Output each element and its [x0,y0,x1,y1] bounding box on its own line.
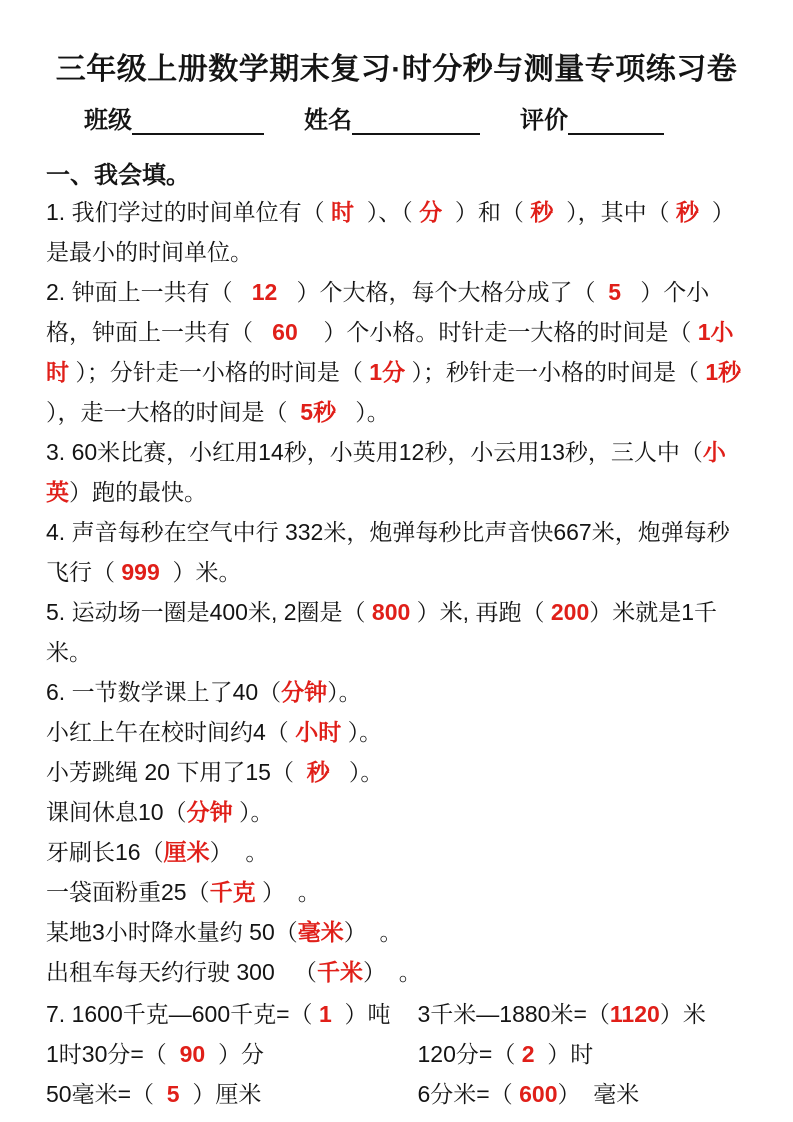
question-paragraph-q6b [46,712,747,752]
question-text: ）分 [205,1041,264,1067]
question-7-left-column [46,994,418,1114]
answer-text: 厘米 [163,839,210,865]
class-field-blank [132,107,264,135]
answer-text: 分 [419,199,443,225]
question-text: 6. 一节数学课上了40（ [46,679,282,705]
question-paragraph-q6g [46,912,747,952]
name-field-label: 姓名 [304,107,352,134]
answer-text: 600 [519,1081,558,1107]
question-text: ）个小格。时针走一大格的时间是（ [297,319,698,345]
question-text: ）米, 再跑（ [410,599,551,625]
question-text: ） 。 [255,879,321,905]
question-text: ）；秒针走一小格的时间是（ [405,359,706,385]
answer-text: 1120 [609,1001,660,1027]
question-text: ）个小格，钟面上一共有（ [46,279,710,345]
question-text: ）米。 [159,559,242,585]
class-field-label: 班级 [84,107,132,134]
question-paragraph-q2 [46,272,747,432]
question-7-right-column [418,994,747,1114]
question-text: ）。 [336,399,390,425]
question-text: ），其中（ [553,199,676,225]
answer-text: 小时 [295,719,342,745]
question-text: ）和（ [442,199,531,225]
question-text: ）。 [232,799,274,825]
answer-text: 千克 [209,879,256,905]
answer-text: 999 [121,559,160,585]
question-text: 一袋面粉重25（ [46,879,210,905]
question-text: ） 毫米 [557,1081,640,1107]
question-text: ）米就是1千米。 [46,599,718,665]
question-paragraph-q4 [46,512,747,592]
question-paragraph-q3 [46,432,747,512]
question-text: ）个大格，每个大格分成了（ [277,279,609,305]
question-paragraph-q6e [46,832,747,872]
answer-text: 1 [318,1001,332,1027]
question-paragraph-q7l1 [46,994,418,1034]
question-paragraph-q7r1 [418,994,747,1034]
question-text: 出租车每天约行驶 300 （ [46,959,317,985]
answer-text: 毫米 [297,919,344,945]
answer-text: 分钟 [186,799,233,825]
section-heading: 一、我会填。 [46,162,190,189]
question-text: 50毫米=（ [46,1081,167,1107]
answer-text: 200 [550,599,590,625]
answer-text: 5 [608,279,622,305]
question-paragraph-q6f [46,872,747,912]
question-text: 6分米=（ [417,1081,520,1107]
answer-text: 秒 [530,199,554,225]
grade-field [520,100,664,135]
answer-text: 1秒 [705,359,742,385]
name-field [304,100,480,135]
question-paragraph-q6d [46,792,747,832]
question-text: 1. 我们学过的时间单位有（ [46,199,331,225]
question-paragraph-q7r3 [418,1074,747,1114]
page-title: 三年级上册数学期末复习·时分秒与测量专项练习卷 [55,53,738,86]
answer-text: 分钟 [281,679,328,705]
question-text: 7. 1600千克—600千克=（ [46,1001,319,1027]
question-text: 4. 声音每秒在空气中行 332米，炮弹每秒比声音快667米，炮弹每秒飞行（ [46,519,730,585]
question-paragraph-q5 [46,592,747,672]
answer-text: 90 [179,1041,206,1067]
question-7-grid [46,994,747,1114]
grade-field-label: 评价 [520,107,568,134]
question-text: 120分=（ [417,1041,522,1067]
question-text: ） 。 [343,919,403,945]
answer-text: 1小时 [46,319,734,385]
question-text: ）吨 [331,1001,391,1027]
header-fields [46,100,747,135]
question-text: ）。 [329,759,384,785]
question-paragraph-q6c [46,752,747,792]
question-text: 小红上午在校时间约4（ [46,719,296,745]
question-text: ）米 [659,1001,706,1027]
question-text: 3千米—1880米=（ [417,1001,610,1027]
question-text: ）时 [534,1041,594,1067]
question-paragraph-q7l2 [46,1034,418,1074]
answer-text: 2 [521,1041,535,1067]
answer-text: 12 [251,279,278,305]
question-text: ）跑的最快。 [69,479,207,505]
question-paragraph-q6a [46,672,747,712]
question-text: 牙刷长16（ [46,839,164,865]
question-paragraph-q7r2 [418,1034,747,1074]
grade-field-blank [568,107,664,135]
answer-text: 5 [166,1081,180,1107]
question-paragraph-q7l3 [46,1074,418,1114]
question-text: 课间休息10（ [46,799,187,825]
question-text: 5. 运动场一圈是400米, 2圈是（ [46,599,372,625]
question-paragraph-q6h [46,952,747,992]
question-text: 2. 钟面上一共有（ [46,279,252,305]
answer-text: 秒 [675,199,699,225]
answer-text: 5秒 [300,399,337,425]
class-field [84,100,264,135]
answer-text: 时 [330,199,354,225]
question-text: ）、（ [353,199,420,225]
answer-text: 800 [371,599,411,625]
questions [46,192,747,992]
question-text: ）。 [341,719,383,745]
answer-text: 小英 [46,439,726,505]
question-text: 某地3小时降水量约 50（ [46,919,298,945]
question-text: 小芳跳绳 20 下用了15（ [46,759,307,785]
question-text: ）。 [327,679,362,705]
question-text: ）是最小的时间单位。 [46,199,735,265]
question-text: 3. 60米比赛，小红用14秒，小英用12秒，小云用13秒，三人中（ [46,439,703,465]
answer-text: 秒 [306,759,330,785]
question-text: ）；分针走一小格的时间是（ [69,359,370,385]
name-field-blank [352,107,480,135]
answer-text: 60 [272,319,298,345]
question-text: ） 。 [209,839,269,865]
question-text: ） 。 [362,959,422,985]
question-text: ）厘米 [179,1081,262,1107]
answer-text: 千米 [316,959,363,985]
question-text: 1时30分=（ [46,1041,180,1067]
answer-text: 1分 [369,359,406,385]
question-text: ），走一大格的时间是（ [46,359,748,425]
question-paragraph-q1 [46,192,747,272]
